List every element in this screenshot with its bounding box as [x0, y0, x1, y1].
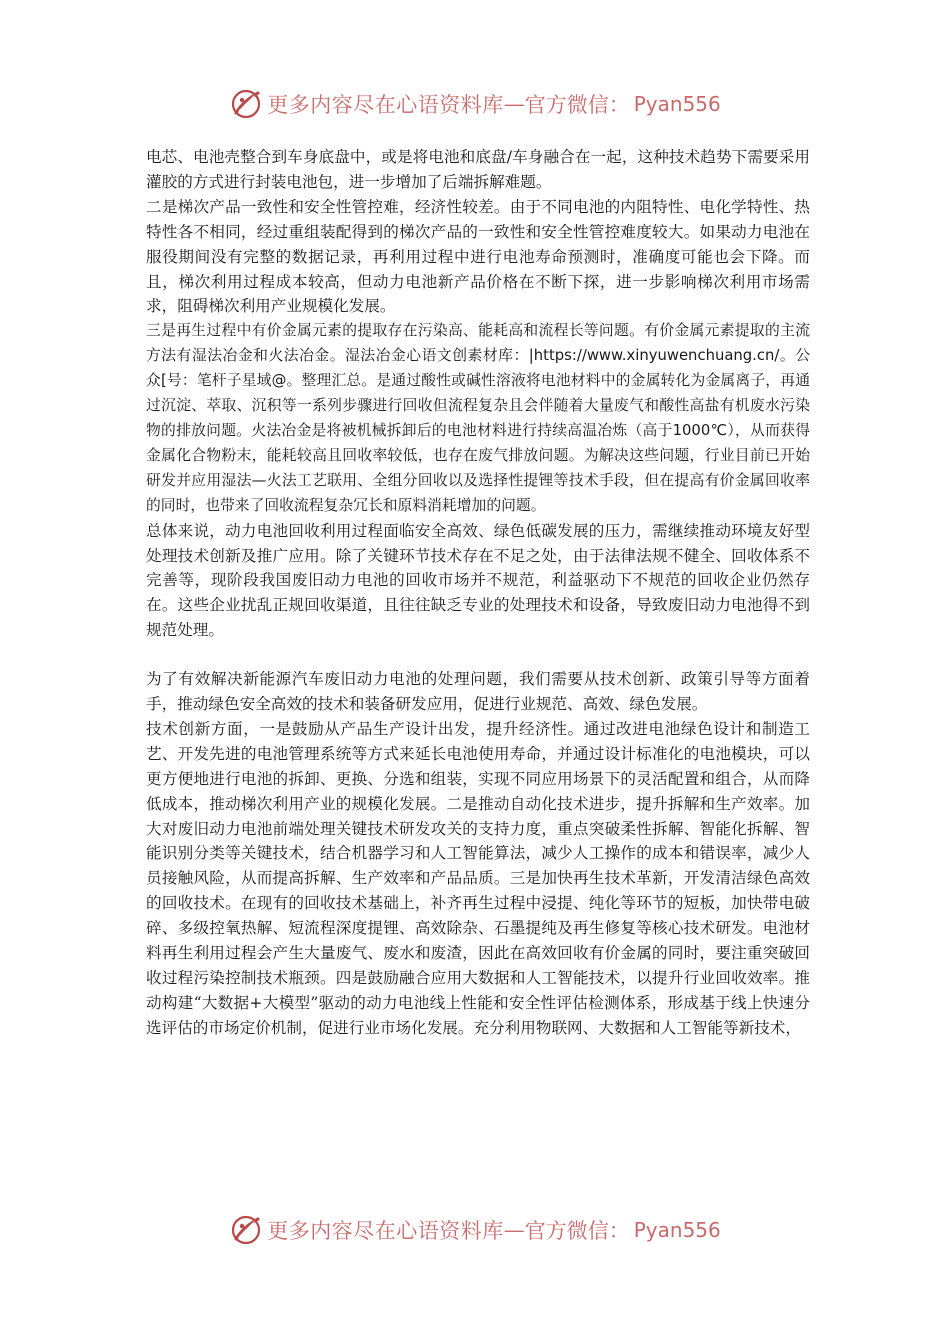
banner-wechat-label: 官方微信： — [524, 93, 630, 117]
banner-title: 更多内容尽在心语资料库 — [267, 93, 504, 117]
paragraph-4: 总体来说，动力电池回收利用过程面临安全高效、绿色低碳发展的压力，需继续推动环境友好型处理技术创新及推广应用。除了关键环节技术存在不足之处，由于法律法规不健全、回收体系不完善等，现阶段我国废旧动力电池的回收市场并不规范，利益驱动下不规范的回收企业仍然存在。这些企业扰乱正规回收渠道，且往往缺乏专业的处理技术和设备，导致废旧动力电池得不到规范处理。 — [146, 521, 810, 640]
article-body — [146, 145, 810, 1041]
paragraph-1: 电芯、电池壳整合到车身底盘中，或是将电池和底盘/车身融合在一起，这种技术趋势下需要采用灌胶的方式进行封装电池包，进一步增加了后端拆解难题。 — [146, 148, 810, 191]
banner-wechat-id: Pyan556 — [633, 92, 721, 116]
paragraph-spacer — [146, 643, 810, 667]
paragraph-3: 三是再生过程中有价金属元素的提取存在污染高、能耗高和流程长等问题。有价金属元素提取的主流方法有湿法冶金和火法冶金。湿法冶金心语文创素材库：|https://www.xinyuwenchuang.cn/。公众[号：笔杆子星域@。整理汇总。是通过酸性或碱性溶液将电池材料中的金属转化为金属离子，再通过沉淀、萃取、沉积等一系列步骤进行回收但流程复杂且会伴随着大量废气和酸性高盐有机废水污染物的排放问题。火法冶金是将被机械拆卸后的电池材料进行持续高温冶炼（高于1000℃），从而获得金属化合物粉末，能耗较高且回收率较低，也存在废气排放问题。为解决这些问题，行业目前已开始研发并应用湿法—火法工艺联用、全组分回收以及选择性提锂等技术手段，但在提高有价金属回收率的同时，也带来了回收流程复杂冗长和原料消耗增加的问题。 — [146, 322, 810, 514]
paragraph-6: 技术创新方面，一是鼓励从产品生产设计出发，提升经济性。通过改进电池绿色设计和制造工艺、开发先进的电池管理系统等方式来延长电池使用寿命，并通过设计标准化的电池模块，可以更方便地进行电池的拆卸、更换、分选和组装，实现不同应用场景下的灵活配置和组合，从而降低成本，推动梯次利用产业的规模化发展。二是推动自动化技术进步，提升拆解和生产效率。加大对废旧动力电池前端处理关键技术研发攻关的支持力度，重点突破柔性拆解、智能化拆解、智能识别分类等关键技术，结合机器学习和人工智能算法，减少人工操作的成本和错误率，减少人员接触风险，从而提高拆解、生产效率和产品品质。三是加快再生技术革新，开发清洁绿色高效的回收技术。在现有的回收技术基础上，补齐再生过程中浸提、纯化等环节的短板，加快带电破碎、多级控氧热解、短流程深度提锂、高效除杂、石墨提纯及再生修复等核心技术研发。电池材料再生利用过程会产生大量废气、废水和废渣，因此在高效回收有价金属的同时，要注重突破回收过程污染控制技术瓶颈。四是鼓励融合应用大数据和人工智能技术，以提升行业回收效率。推动构建“大数据+大模型”驱动的动力电池线上性能和安全性评估检测体系，形成基于线上快速分选评估的市场定价机制，促进行业市场化发展。充分利用物联网、大数据和人工智能等新技术， — [146, 719, 810, 1037]
paragraph-5: 为了有效解决新能源汽车废旧动力电池的处理问题，我们需要从技术创新、政策引导等方面着手，推动绿色安全高效的技术和装备研发应用，促进行业规范、高效、绿色发展。 — [146, 670, 810, 714]
banner-wechat-id: Pyan556 — [633, 1218, 721, 1242]
brand-logo-icon — [229, 1213, 263, 1247]
footer-banner — [0, 1210, 950, 1250]
banner-wechat-label: 官方微信： — [524, 1219, 630, 1243]
banner-separator: — — [503, 92, 525, 116]
banner-title: 更多内容尽在心语资料库 — [267, 1219, 504, 1243]
paragraph-2: 二是梯次产品一致性和安全性管控难，经济性较差。由于不同电池的内阻特性、电化学特性、热特性各不相同，经过重组装配得到的梯次产品的一致性和安全性管控难度较大。如果动力电池在服役期间没有完整的数据记录，再利用过程中进行电池寿命预测时，准确度可能也会下降。而且，梯次利用过程成本较高，但动力电池新产品价格在不断下探，进一步影响梯次利用市场需求，阻碍梯次利用产业规模化发展。 — [146, 197, 810, 316]
header-banner — [0, 84, 950, 124]
brand-logo-icon — [229, 87, 263, 121]
banner-separator: — — [503, 1218, 525, 1242]
